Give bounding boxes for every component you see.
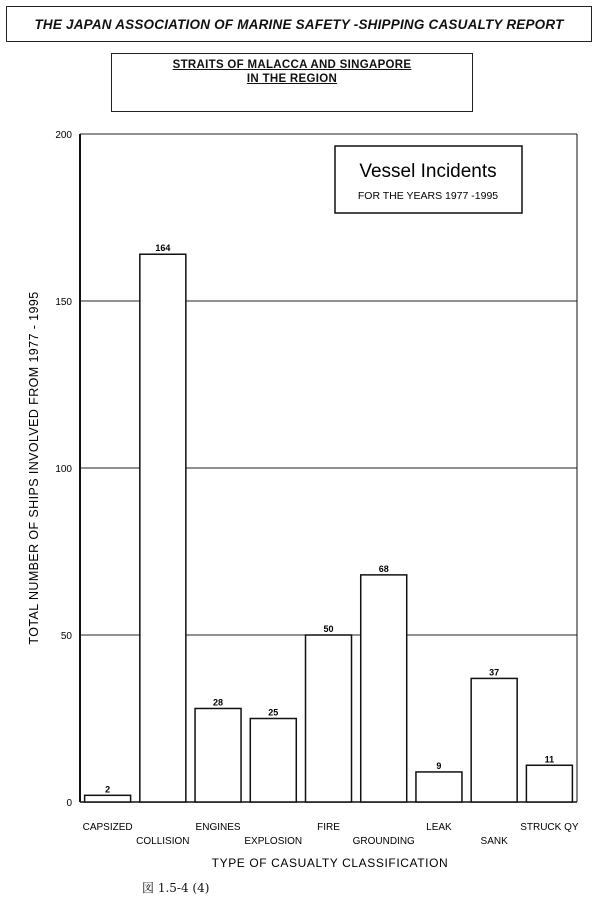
x-tick-label: CAPSIZED (82, 822, 133, 833)
y-tick-label: 0 (66, 798, 72, 809)
region-title-line2: IN THE REGION (246, 73, 338, 85)
x-tick-label: FIRE (317, 822, 340, 833)
bar-sank (471, 678, 517, 802)
data-label: 28 (213, 697, 224, 708)
y-tick-label: 150 (55, 297, 72, 308)
chart-title: Vessel Incidents (359, 161, 497, 182)
report-title: THE JAPAN ASSOCIATION OF MARINE SAFETY -SHIPPING CASUALTY REPORT (34, 16, 564, 32)
bars (85, 254, 573, 802)
x-tick-label: EXPLOSION (244, 836, 303, 847)
data-label: 164 (155, 243, 171, 254)
x-tick-label: LEAK (426, 822, 452, 833)
y-axis-label: TOTAL NUMBER OF SHIPS INVOLVED FROM 1977 - 1995 (27, 291, 41, 645)
data-label: 9 (436, 760, 442, 771)
bar-engines (195, 708, 241, 802)
bar-capsized (85, 795, 131, 802)
x-tick-label: STRUCK QY (520, 822, 579, 833)
y-tick-label: 200 (55, 130, 72, 141)
x-axis-label: TYPE OF CASUALTY CLASSIFICATION (211, 856, 449, 870)
bar-collision (140, 254, 186, 802)
region-title-line1: STRAITS OF MALACCA AND SINGAPORE (172, 59, 412, 71)
x-tick-label: GROUNDING (352, 836, 415, 847)
bar-fire (306, 635, 352, 802)
bar-leak (416, 772, 462, 802)
y-tick-label: 100 (55, 464, 72, 475)
data-label: 11 (544, 754, 555, 765)
x-tick-label: COLLISION (136, 836, 190, 847)
chart-title-box (335, 146, 522, 213)
data-label: 2 (105, 784, 111, 795)
data-label: 25 (268, 707, 279, 718)
bar-grounding (361, 575, 407, 802)
figure-label: 図 1.5-4 (4) (142, 881, 210, 895)
bar-struck-qy (526, 765, 572, 802)
data-label: 68 (378, 563, 389, 574)
bar-explosion (250, 719, 296, 803)
data-label: 50 (323, 624, 334, 634)
x-tick-label: SANK (480, 836, 508, 847)
y-tick-label: 50 (60, 631, 72, 642)
chart-subtitle: FOR THE YEARS 1977 -1995 (357, 190, 499, 202)
data-label: 37 (489, 667, 500, 678)
x-tick-label: ENGINES (195, 822, 241, 833)
